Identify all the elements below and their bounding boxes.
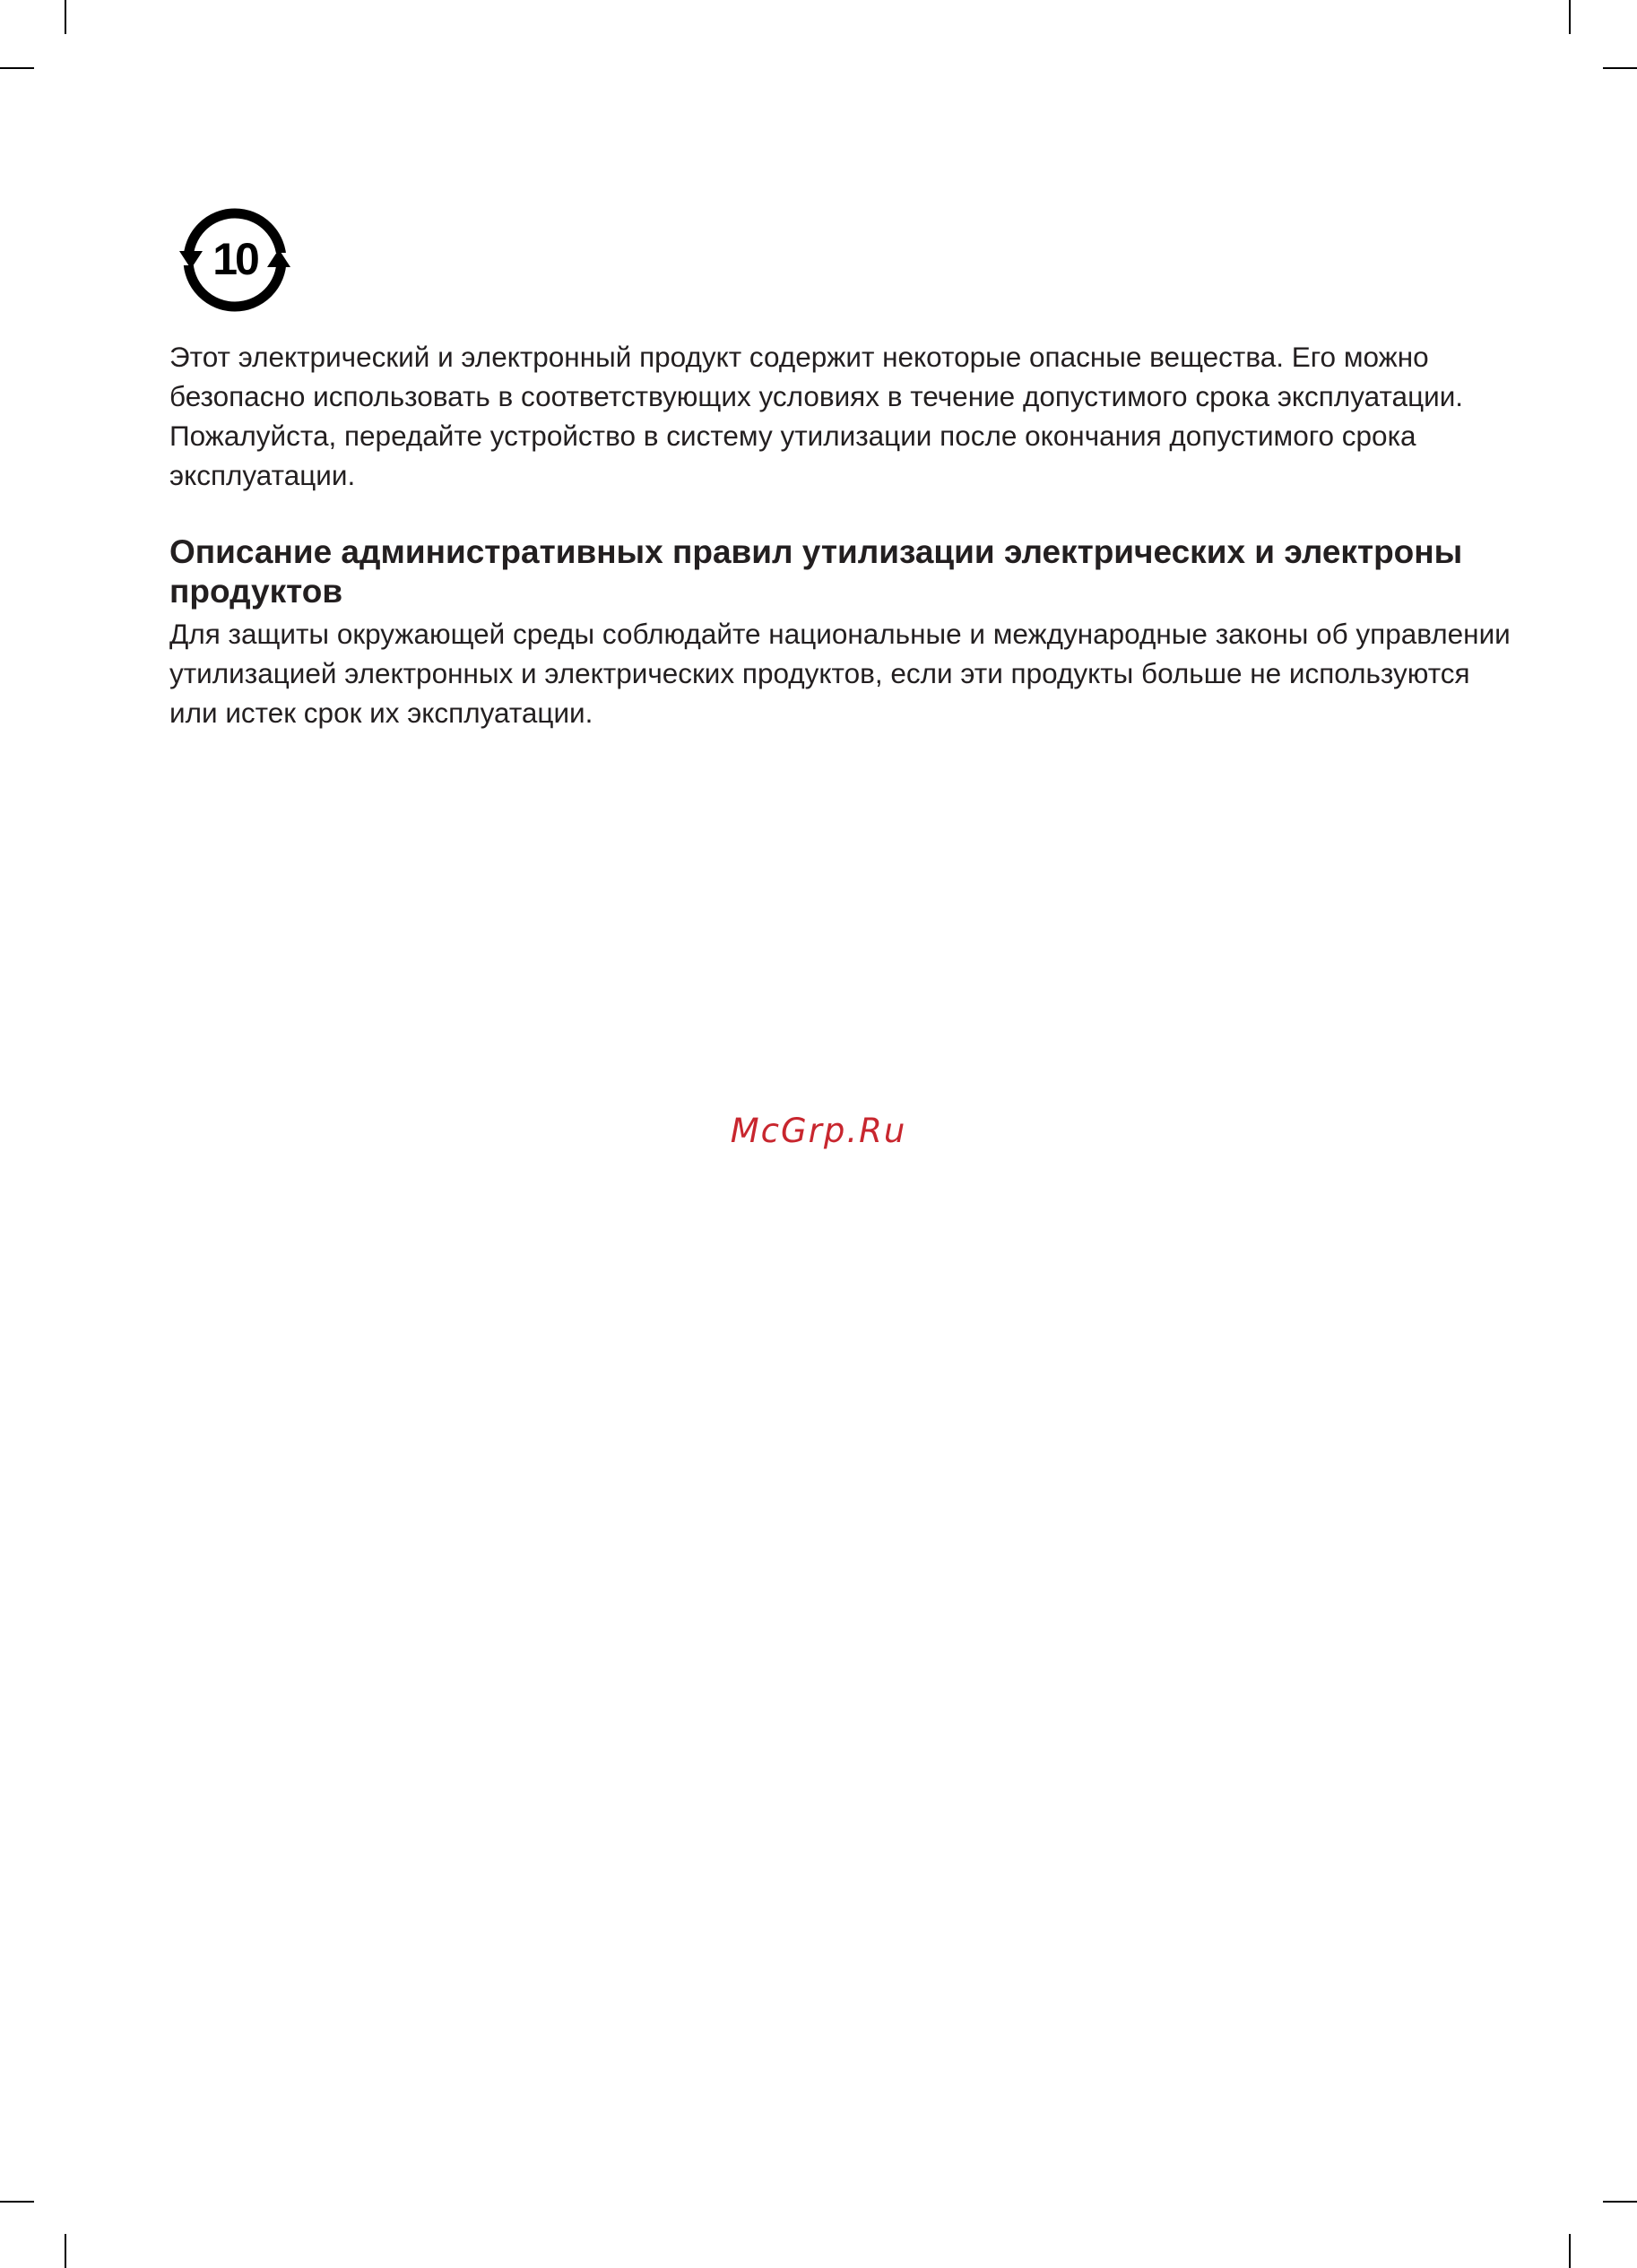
crop-mark-bottom-left-horizontal <box>0 2201 34 2203</box>
crop-mark-top-right-horizontal <box>1603 67 1637 69</box>
crop-mark-top-left-horizontal <box>0 67 34 69</box>
section-body: Для защиты окружающей среды соблюдайте национальные и международные законы об управлении утилизацией электронных и электрических продуктов, если эти продукты больше не используются или истек срок их эксплуатации. <box>169 618 1511 729</box>
watermark-text: McGrp.Ru <box>730 1112 907 1150</box>
crop-mark-top-right-vertical <box>1569 0 1571 34</box>
section-heading: Описание административных правил утилизации электрических и электроны продуктов <box>169 533 1463 610</box>
crop-mark-bottom-right-horizontal <box>1603 2201 1637 2203</box>
crop-mark-bottom-right-vertical <box>1569 2234 1571 2268</box>
crop-mark-bottom-left-vertical <box>65 2234 66 2268</box>
logo-number: 10 <box>212 234 257 284</box>
environment-friendly-use-period-icon <box>176 204 294 316</box>
crop-mark-top-left-vertical <box>65 0 66 34</box>
notice-paragraph: Этот электрический и электронный продукт содержит некоторые опасные вещества. Его можно безопасно использовать в соответствующих условиях в течение допустимого срока эксплуатации. Пожалуйста, передайте устройство в систему утилизации после окончания допустимого срока эксплуатации. <box>169 341 1464 491</box>
